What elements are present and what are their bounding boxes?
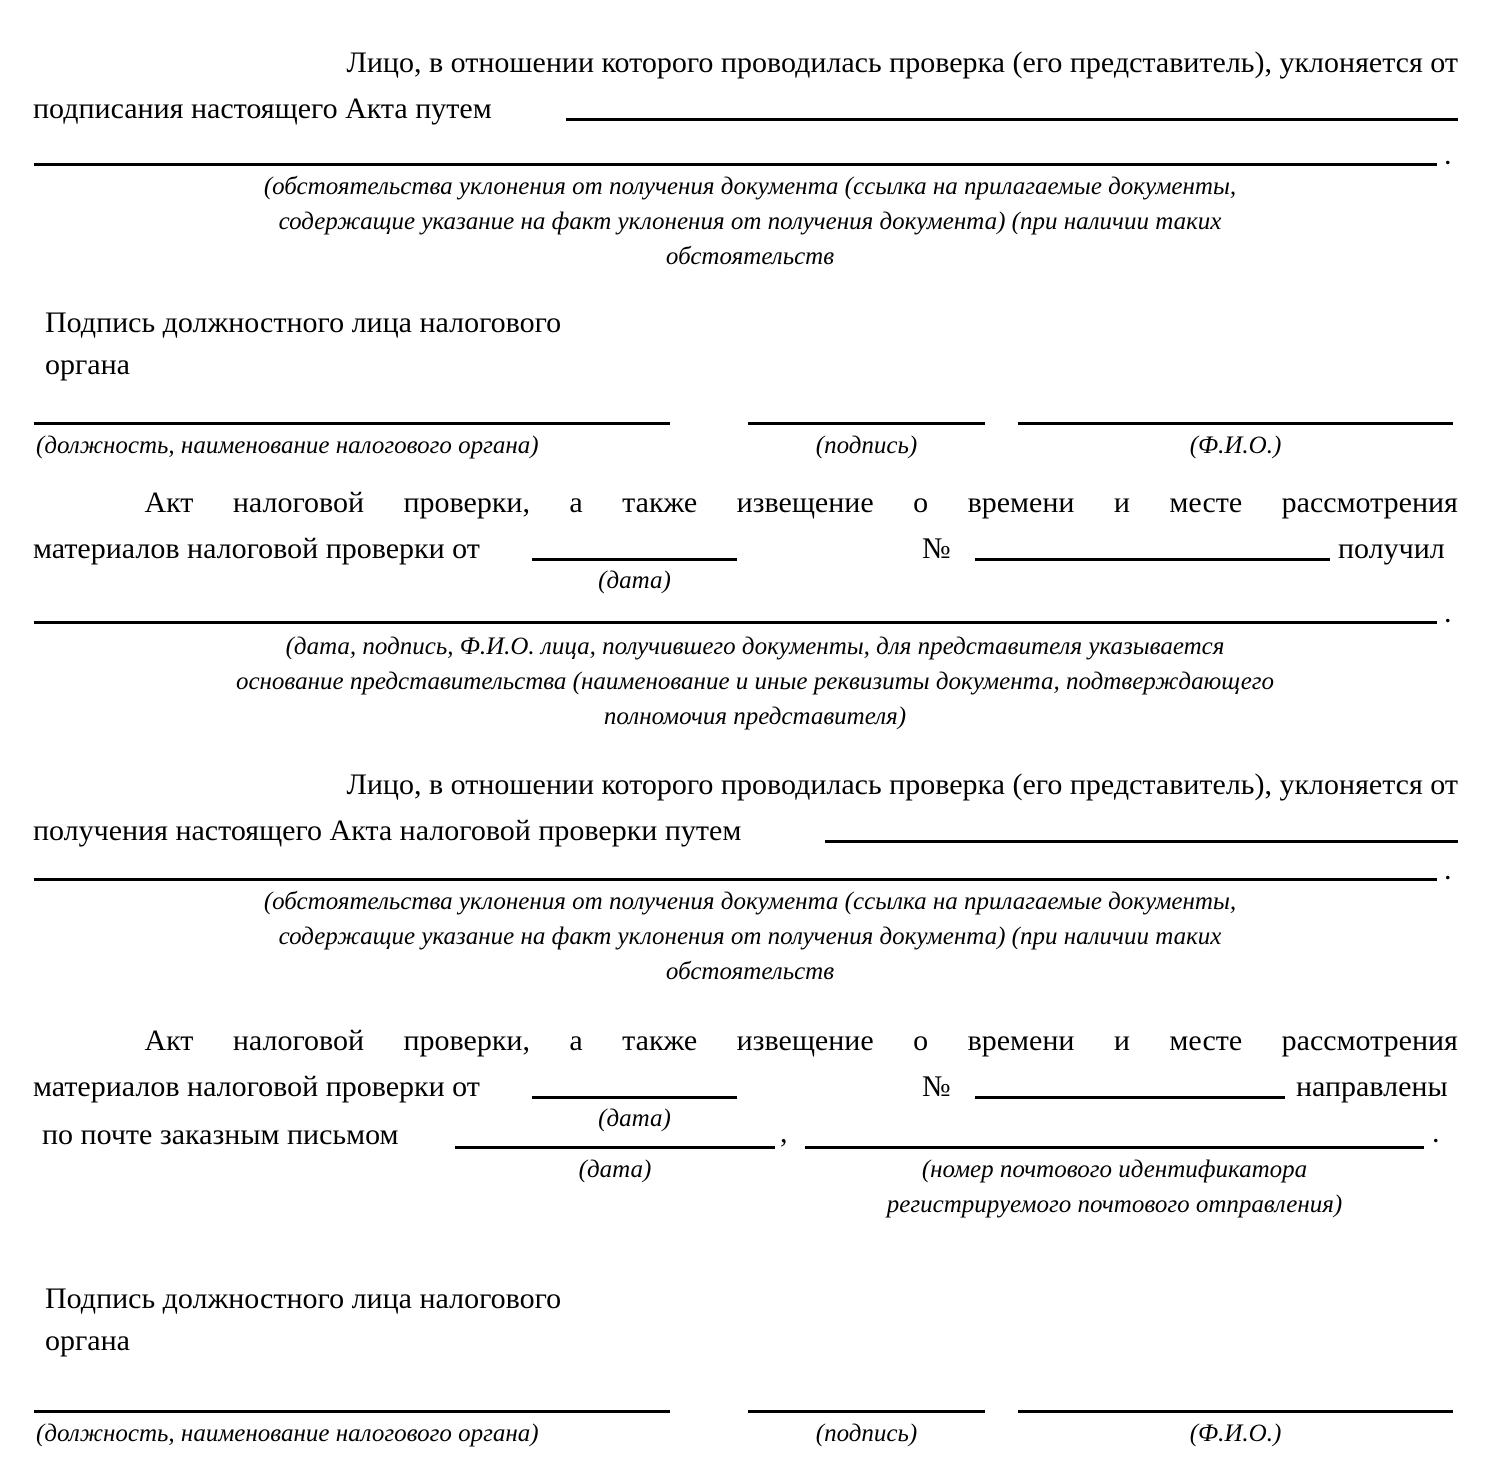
- section4-line1-word-10: рассмотрения: [1281, 1024, 1458, 1057]
- signature2-caption-position: (должность, наименование налогового органа): [36, 1420, 539, 1447]
- section2-line1-word-5: извещение: [736, 486, 874, 519]
- signature1-caption-fio: (Ф.И.О.): [1189, 432, 1282, 459]
- section2-line1-word-2: проверки,: [403, 486, 530, 519]
- section4-line1-word-3: а: [569, 1024, 583, 1057]
- paragraph-indent: [33, 762, 105, 808]
- section2-line1-word-6: о: [913, 486, 929, 519]
- section2-line1-word-4: также: [622, 486, 698, 519]
- section4-caption-date: (дата): [598, 1105, 671, 1132]
- section2-line1-word-9: месте: [1169, 486, 1243, 519]
- section2-line1-word-8: и: [1113, 486, 1130, 519]
- paragraph-indent: [33, 1018, 105, 1064]
- signature2-title-line1: Подпись должностного лица налогового: [45, 1282, 562, 1315]
- section4-line1-word-7: времени: [967, 1024, 1075, 1057]
- section2-line2-suffix: получил: [1338, 532, 1445, 565]
- section3-paragraph-line2: получения настоящего Акта налоговой проверки путем: [33, 814, 742, 847]
- section1-caption-line1: (обстоятельства уклонения от получения документа (ссылка на прилагаемые документы,: [263, 173, 1237, 200]
- section1-line1-text: Лицо, в отношении которого проводилась проверка (его представитель), уклоняется от: [346, 46, 1458, 79]
- section4-number-sign: №: [922, 1070, 951, 1103]
- section2-line2-prefix: материалов налоговой проверки от: [33, 532, 480, 565]
- section2-caption-line1: (дата, подпись, Ф.И.О. лица, получившего документы, для представителя указывается: [285, 633, 1225, 660]
- section2-line1-word-7: времени: [967, 486, 1075, 519]
- section3-caption-line1: (обстоятельства уклонения от получения документа (ссылка на прилагаемые документы,: [263, 888, 1237, 915]
- section4-line1-word-6: о: [913, 1024, 929, 1057]
- section4-line1: [33, 1018, 1458, 1064]
- section4-terminator: .: [1432, 1116, 1440, 1149]
- section4-line1-word-2: проверки,: [403, 1024, 530, 1057]
- section4-line1-word-0: Акт: [144, 1024, 194, 1057]
- section1-caption-line2: содержащие указание на факт уклонения от получения документа) (при наличии таких: [278, 208, 1222, 235]
- section3-reason-rule-2[interactable]: [34, 878, 1437, 881]
- section4-caption-tracking-line1: (номер почтового идентификатора: [921, 1156, 1308, 1183]
- section2-line1-word-0: Акт: [144, 486, 194, 519]
- section2-terminator: .: [1444, 596, 1452, 629]
- signature2-position-rule[interactable]: [34, 1410, 670, 1413]
- section2-caption-date: (дата): [598, 567, 671, 594]
- signature1-position-rule[interactable]: [34, 422, 670, 425]
- section4-line1-word-4: также: [622, 1024, 698, 1057]
- section2-date-rule[interactable]: [532, 558, 737, 561]
- section4-line1-word-5: извещение: [736, 1024, 874, 1057]
- section4-line1-word-1: налоговой: [232, 1024, 365, 1057]
- section4-comma: ,: [780, 1116, 788, 1149]
- section1-paragraph-line2: подписания настоящего Акта путем: [33, 92, 492, 125]
- signature1-signature-rule[interactable]: [748, 422, 985, 425]
- section4-caption-mail-date: (дата): [578, 1156, 652, 1183]
- section2-number-rule[interactable]: [975, 558, 1330, 561]
- section2-caption-line2: основание представительства (наименование и иные реквизиты документа, подтверждающего: [235, 668, 1275, 695]
- signature2-title-line2: органа: [45, 1324, 130, 1357]
- section4-mail-date-rule[interactable]: [455, 1146, 775, 1149]
- section1-paragraph-line1: [33, 40, 1458, 86]
- signature1-caption-signature: (подпись): [815, 432, 918, 459]
- section4-caption-tracking-line2: регистрируемого почтового отправления): [886, 1191, 1343, 1218]
- signature1-title-line1: Подпись должностного лица налогового: [45, 306, 562, 339]
- section2-number-sign: №: [922, 532, 951, 565]
- section2-line1: [33, 480, 1458, 526]
- section4-line1-word-8: и: [1113, 1024, 1130, 1057]
- section2-line1-word-10: рассмотрения: [1281, 486, 1458, 519]
- section4-line1-word-9: месте: [1169, 1024, 1243, 1057]
- section2-line1-word-1: налоговой: [232, 486, 365, 519]
- signature2-caption-signature: (подпись): [815, 1420, 918, 1447]
- signature1-fio-rule[interactable]: [1018, 422, 1453, 425]
- section3-terminator: .: [1444, 853, 1452, 886]
- signature1-caption-position: (должность, наименование налогового органа): [36, 432, 539, 459]
- signature1-title-line2: органа: [45, 348, 130, 381]
- signature2-caption-fio: (Ф.И.О.): [1189, 1420, 1282, 1447]
- section3-reason-rule-1[interactable]: [825, 840, 1458, 843]
- section4-line2-suffix: направлены: [1296, 1070, 1448, 1103]
- section4-tracking-rule[interactable]: [805, 1146, 1424, 1149]
- section3-paragraph-line1: [33, 762, 1458, 808]
- section3-line1-text: Лицо, в отношении которого проводилась проверка (его представитель), уклоняется от: [346, 768, 1458, 801]
- section4-line2-prefix: материалов налоговой проверки от: [33, 1070, 480, 1103]
- section2-caption-line3: полномочия представителя): [603, 703, 907, 730]
- section1-reason-rule-2[interactable]: [34, 163, 1437, 166]
- section4-date-rule[interactable]: [532, 1096, 737, 1099]
- section1-terminator: .: [1444, 138, 1452, 171]
- paragraph-indent: [33, 480, 105, 526]
- section4-mail-prefix: по почте заказным письмом: [42, 1118, 399, 1151]
- paragraph-indent: [33, 40, 105, 86]
- signature2-signature-rule[interactable]: [748, 1410, 985, 1413]
- section3-caption-line3: обстоятельств: [665, 958, 835, 985]
- section2-receipt-rule[interactable]: [34, 621, 1437, 624]
- section4-number-rule[interactable]: [975, 1096, 1285, 1099]
- section2-line1-word-3: а: [569, 486, 583, 519]
- signature2-fio-rule[interactable]: [1018, 1410, 1453, 1413]
- section1-caption-line3: обстоятельств: [665, 243, 835, 270]
- section3-caption-line2: содержащие указание на факт уклонения от получения документа) (при наличии таких: [278, 923, 1222, 950]
- section1-reason-rule-1[interactable]: [566, 118, 1458, 121]
